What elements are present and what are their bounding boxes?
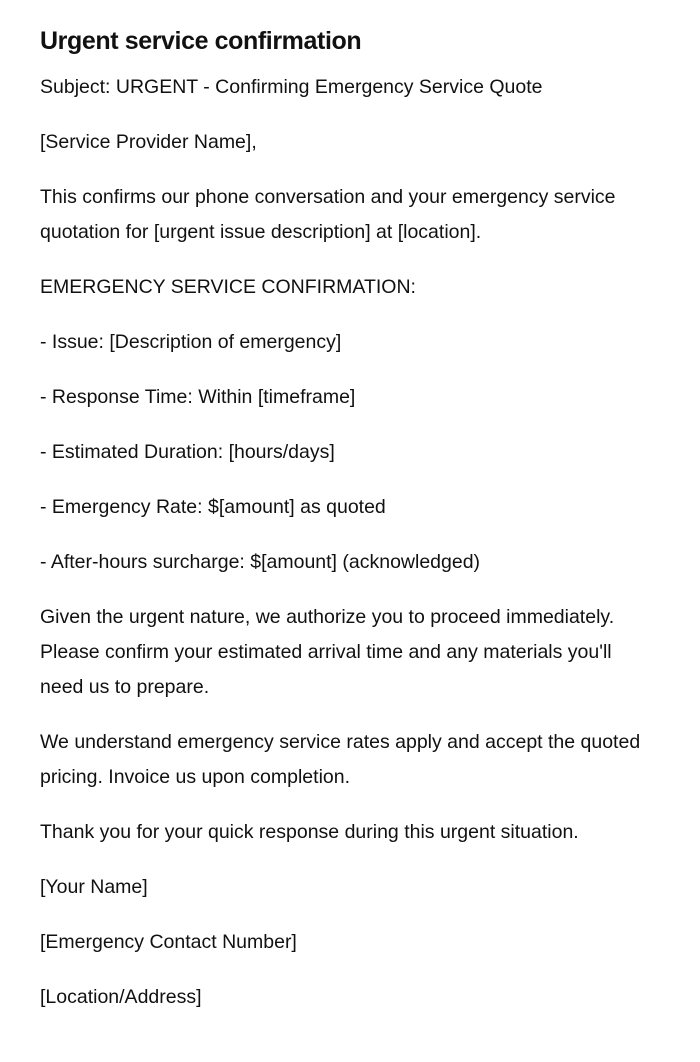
- subject-line: Subject: URGENT - Confirming Emergency Service Quote: [40, 76, 543, 98]
- document-title: Urgent service confirmation: [40, 27, 362, 55]
- signature-contact: [Emergency Contact Number]: [40, 931, 297, 953]
- authorization-paragraph: Given the urgent nature, we authorize you to proceed immediately. Please confirm your estimated arrival time and any materials you'll need us to prepare.: [40, 606, 615, 698]
- signature-name: [Your Name]: [40, 876, 148, 898]
- section-heading: EMERGENCY SERVICE CONFIRMATION:: [40, 276, 416, 298]
- salutation: [Service Provider Name],: [40, 131, 257, 153]
- list-item: - Issue: [Description of emergency]: [40, 331, 342, 353]
- intro-paragraph: This confirms our phone conversation and your emergency service quotation for [urgent issue description] at [location].: [40, 186, 616, 243]
- pricing-paragraph: We understand emergency service rates apply and accept the quoted pricing. Invoice us upon completion.: [40, 731, 641, 788]
- list-item: - Response Time: Within [timeframe]: [40, 386, 356, 408]
- list-item: - After-hours surcharge: $[amount] (acknowledged): [40, 551, 481, 573]
- list-item: - Estimated Duration: [hours/days]: [40, 441, 335, 463]
- signature-address: [Location/Address]: [40, 986, 202, 1008]
- thanks-paragraph: Thank you for your quick response during this urgent situation.: [40, 821, 579, 843]
- list-item: - Emergency Rate: $[amount] as quoted: [40, 496, 386, 518]
